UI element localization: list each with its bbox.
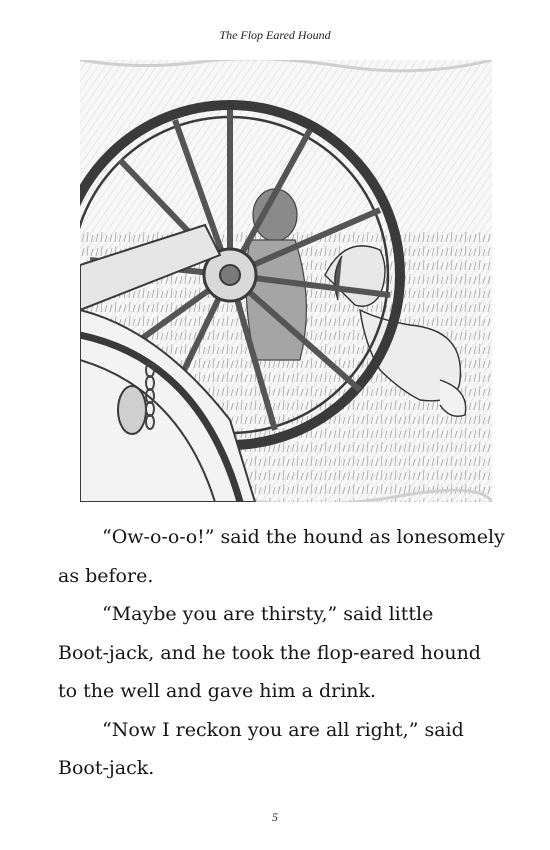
text-line: to the well and gave him a drink. — [58, 680, 377, 702]
paragraph — [58, 711, 510, 788]
text-line: as before. — [58, 564, 154, 587]
running-head: The Flop Eared Hound — [219, 28, 331, 42]
text-line: “Maybe you are thirsty,” said little — [102, 603, 434, 625]
text-line: “Now I reckon you are all right,” said — [102, 718, 464, 741]
text-line: Boot-jack. — [58, 757, 155, 779]
page-number: 5 — [272, 810, 278, 824]
text-line: “Ow-o-o-o!” said the hound as lonesomely — [102, 526, 505, 548]
body-text — [58, 518, 510, 788]
text-line: Boot-jack, and he took the flop-eared hound — [58, 641, 481, 664]
wagon-wheel-illustration — [80, 60, 492, 502]
paragraph — [58, 518, 510, 595]
paragraph — [58, 595, 510, 711]
